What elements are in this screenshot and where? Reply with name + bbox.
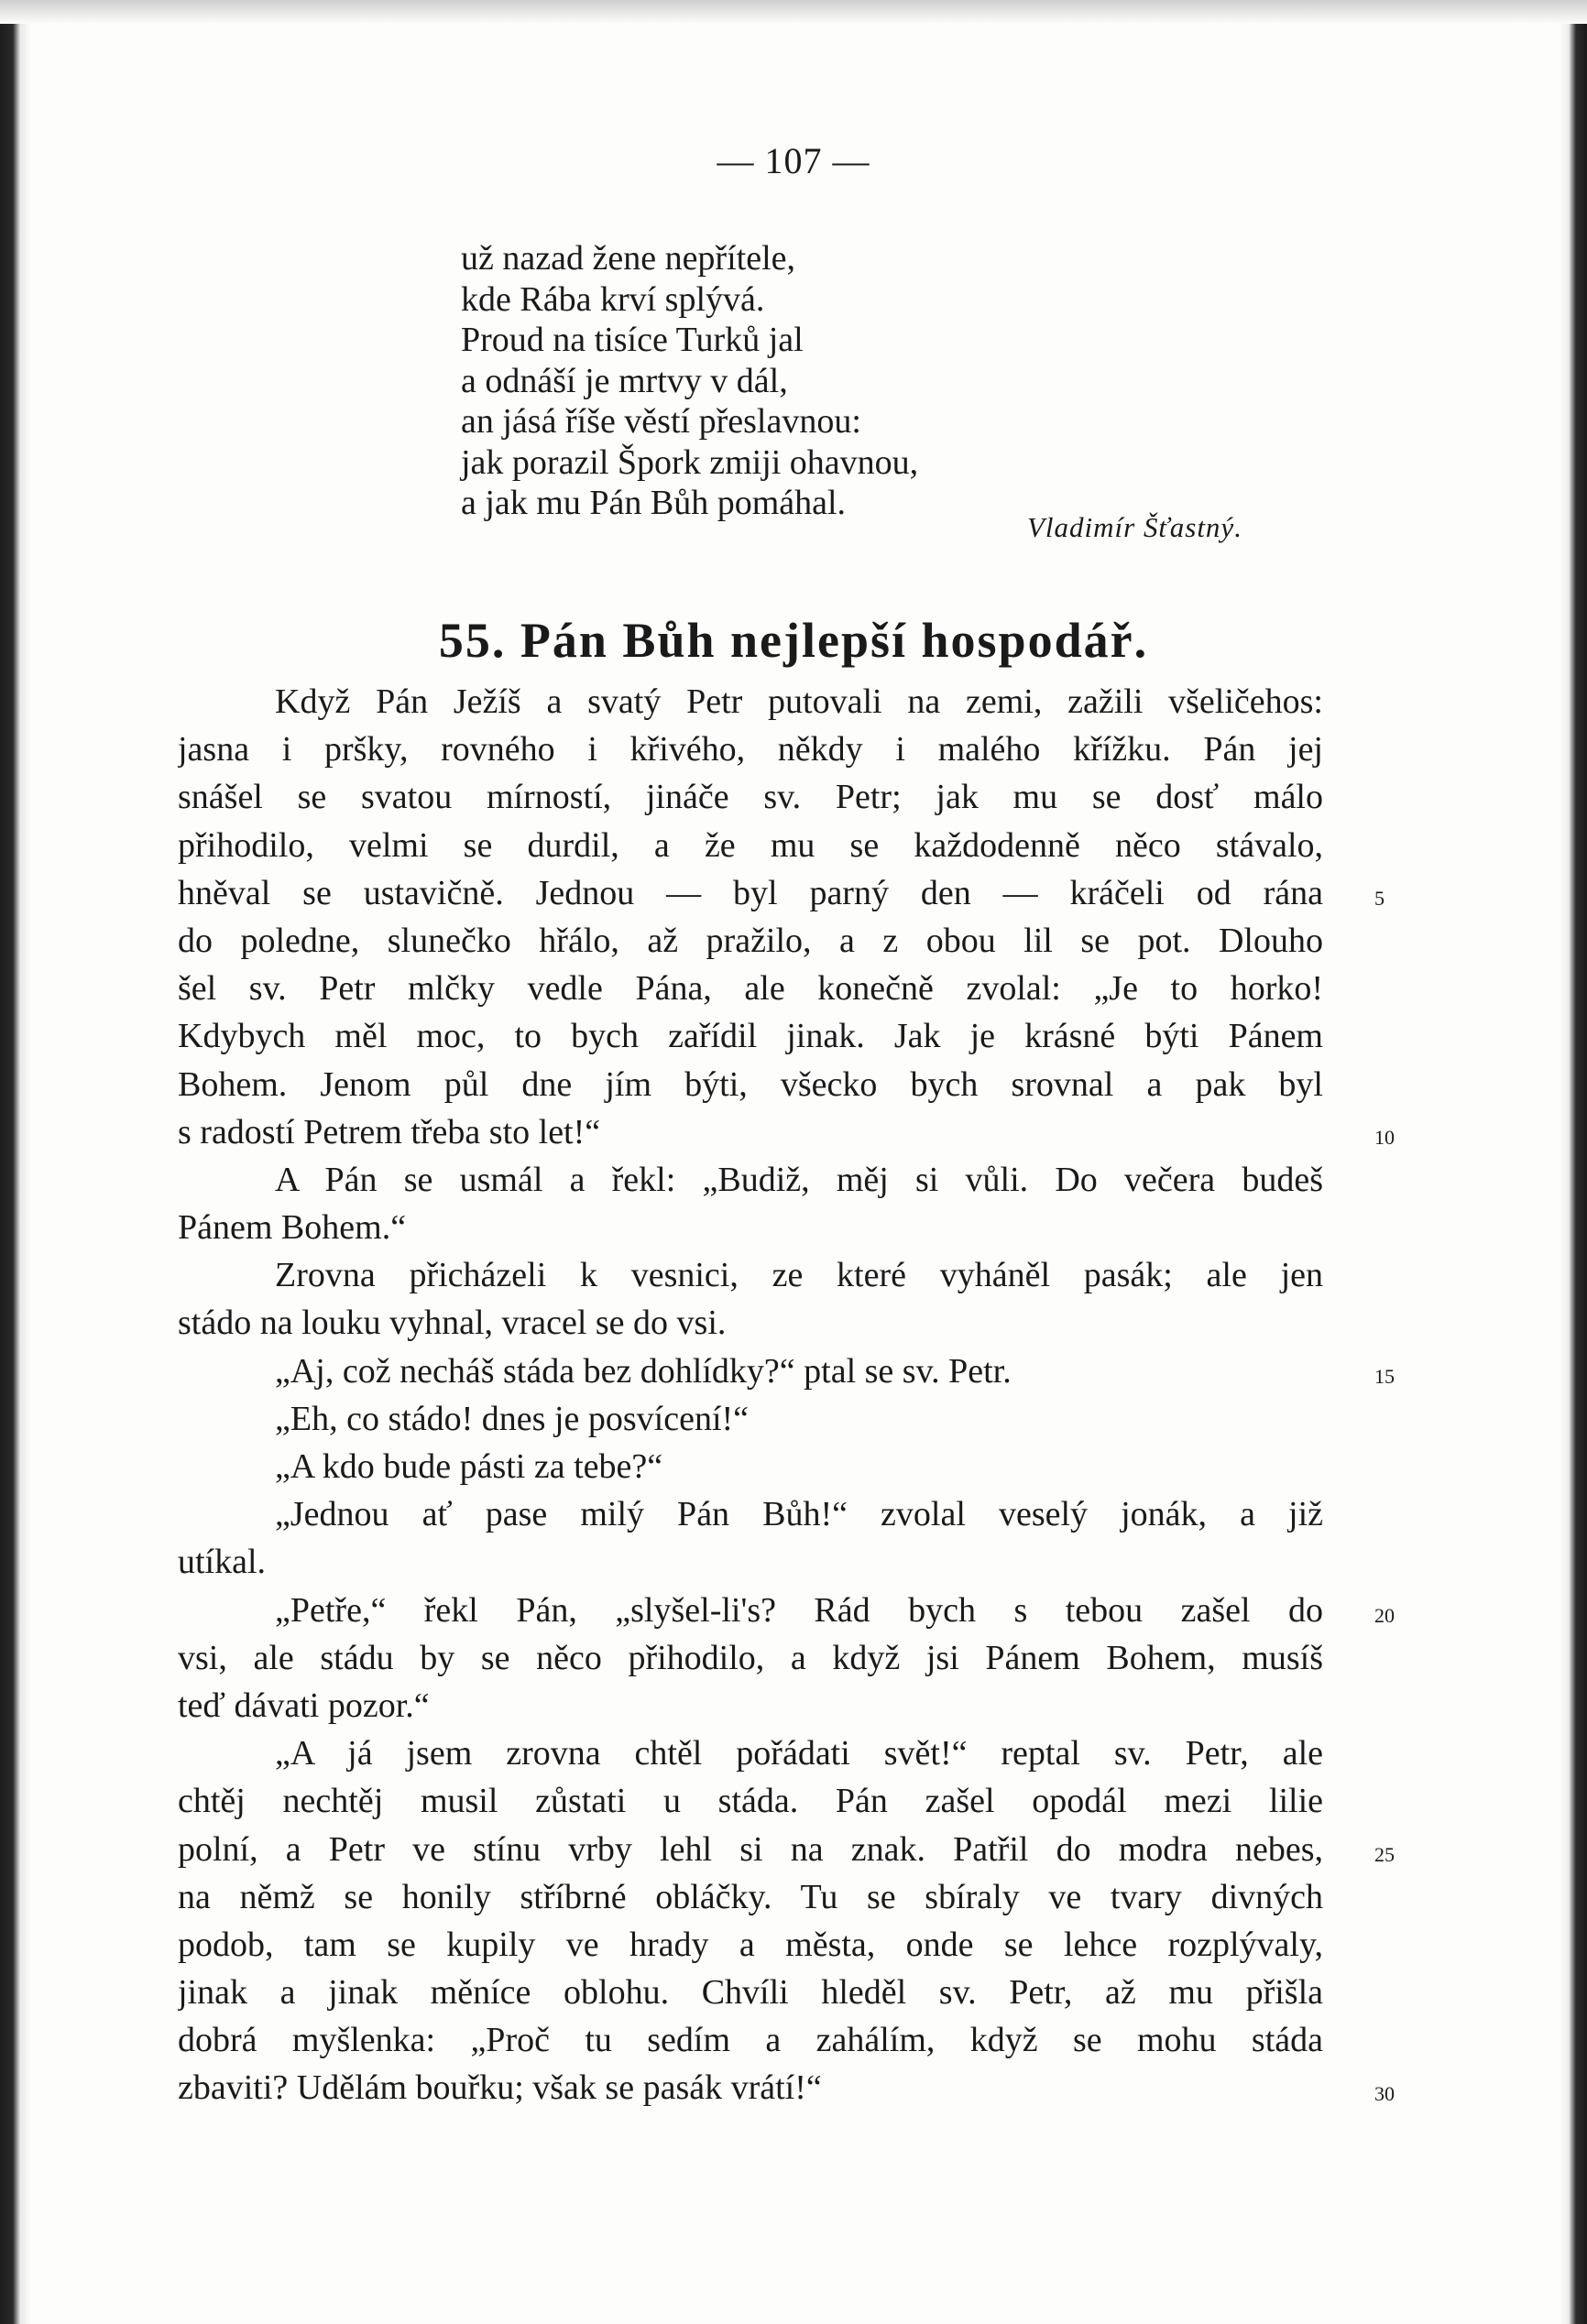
prose-line: na němž se honily stříbrné obláčky. Tu se sbíraly ve tvary divných [178, 1877, 1323, 1916]
prose-line: teď dávati pozor.“ [178, 1686, 430, 1725]
prose-line: „Aj, což necháš stáda bez dohlídky?“ ptal se sv. Petr. [275, 1351, 1012, 1391]
prose-line: chtěj nechtěj musil zůstati u stáda. Pán zašel opodál mezi lilie [178, 1782, 1323, 1821]
poem-line: Proud na tisíce Turků jal [461, 321, 804, 359]
poem-author-signature: Vladimír Šťastný. [1027, 511, 1242, 543]
prose-line: utíkal. [178, 1543, 267, 1582]
prose-line: „A kdo bude pásti za tebe?“ [275, 1447, 663, 1486]
prose-body [178, 678, 1323, 2112]
line-number: 5 [1374, 887, 1385, 910]
page-number: — 107 — [717, 140, 870, 181]
prose-line: jinak a jinak měníce oblohu. Chvíli hleděl sv. Petr, až mu přišla [178, 1973, 1323, 2013]
prose-line: Když Pán Ježíš a svatý Petr putovali na zemi, zažili všeličehos: [275, 682, 1323, 721]
prose-line: zbaviti? Udělám bouřku; však se pasák vrátí!“ [178, 2068, 822, 2108]
prose-line: vsi, ale stádu by se něco přihodilo, a když jsi Pánem Bohem, musíš [178, 1638, 1323, 1677]
line-number: 15 [1374, 1365, 1395, 1388]
prose-line: přihodilo, velmi se durdil, a že mu se každodenně něco stávalo, [178, 825, 1323, 865]
prose-line: A Pán se usmál a řekl: „Budiž, měj si vůli. Do večera budeš [275, 1160, 1323, 1199]
poem-line: už nazad žene nepřítele, [461, 239, 795, 278]
prose-line: s radostí Petrem třeba sto let!“ [178, 1112, 601, 1151]
page-edge-top [0, 0, 1587, 24]
poem-line: an jásá říše věstí přeslavnou: [461, 402, 861, 441]
line-number: 25 [1374, 1843, 1395, 1866]
poem-line: a odnáší je mrtvy v dál, [461, 361, 788, 400]
prose-line: snášel se svatou mírností, jináče sv. Petr; jak mu se dosť málo [178, 778, 1323, 817]
line-number: 10 [1374, 1126, 1395, 1149]
prose-line: šel sv. Petr mlčky vedle Pána, ale konečně zvolal: „Je to horko! [178, 969, 1323, 1009]
poem [461, 238, 1121, 524]
prose-line: polní, a Petr ve stínu vrby lehl si na znak. Patřil do modra nebes, [178, 1829, 1323, 1869]
prose-line: „A já jsem zrovna chtěl pořádati svět!“ reptal sv. Petr, ale [275, 1734, 1323, 1773]
poem-line: jak porazil Špork zmiji ohavnou, [461, 442, 919, 482]
prose-line: „Petře,“ řekl Pán, „slyšel-li's? Rád bych s tebou zašel do [275, 1590, 1323, 1630]
prose-line: jasna i pršky, rovného i křivého, někdy i malého křížku. Pán jej [178, 730, 1323, 769]
page-edge-left [0, 0, 31, 2324]
page-edge-right [1560, 0, 1587, 2324]
prose-line: „Eh, co stádo! dnes je posvícení!“ [275, 1399, 750, 1438]
prose-line: „Jednou ať pase milý Pán Bůh!“ zvolal veselý jonák, a již [275, 1495, 1323, 1534]
prose-line: do poledne, slunečko hřálo, až pražilo, a z obou lil se pot. Dlouho [178, 921, 1323, 960]
prose-line: hněval se ustavičně. Jednou — byl parný den — kráčeli od rána [178, 873, 1323, 912]
chapter-title: 55. Pán Bůh nejlepší hospodář. [438, 613, 1149, 668]
prose-line: stádo na louku vyhnal, vracel se do vsi. [178, 1304, 727, 1343]
prose-line: Zrovna přicházeli k vesnici, ze které vyháněl pasák; ale jen [275, 1256, 1323, 1295]
prose-line: podob, tam se kupily ve hrady a města, onde se lehce rozplývaly, [178, 1925, 1323, 1964]
line-number: 20 [1374, 1604, 1395, 1627]
prose-line: Kdybych měl moc, to bych zařídil jinak. Jak je krásné býti Pánem [178, 1017, 1323, 1056]
poem-line: a jak mu Pán Bůh pomáhal. [461, 484, 847, 522]
prose-line: Bohem. Jenom půl dne jím býti, všecko bych srovnal a pak byl [178, 1064, 1323, 1104]
line-number: 30 [1374, 2082, 1395, 2105]
prose-line: dobrá myšlenka: „Proč tu sedím a zahálím, když se mohu stáda [178, 2021, 1323, 2060]
prose-line: Pánem Bohem.“ [178, 1208, 407, 1248]
poem-line: kde Rába krví splývá. [461, 279, 765, 319]
